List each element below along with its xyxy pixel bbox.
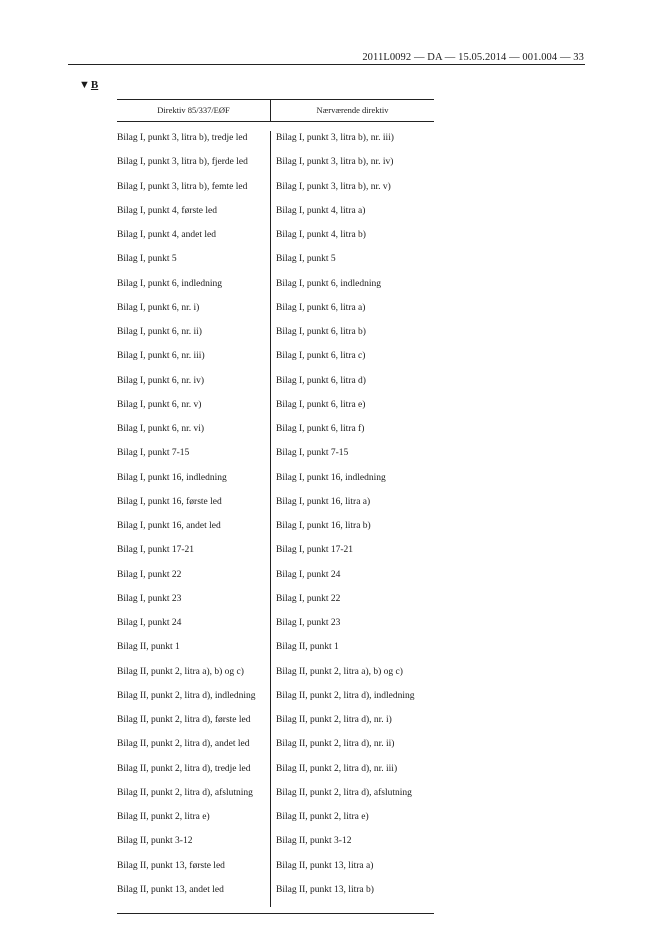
cell-old-reference: Bilag I, punkt 4, første led [117, 204, 271, 228]
table-row [117, 204, 434, 228]
cell-new-reference: Bilag I, punkt 6, indledning [276, 278, 382, 289]
cell-old-reference: Bilag II, punkt 3-12 [117, 834, 271, 858]
cell-new-reference: Bilag II, punkt 3-12 [276, 836, 352, 847]
table-row [117, 155, 434, 179]
cell-old-reference: Bilag II, punkt 2, litra d), andet led [117, 737, 271, 761]
table-row [117, 180, 434, 204]
cell-old-reference: Bilag II, punkt 1 [117, 640, 271, 664]
cell-new-reference: Bilag II, punkt 2, litra a), b) og c) [276, 666, 403, 677]
cell-old-reference: Bilag I, punkt 3, litra b), fjerde led [117, 155, 271, 179]
cell-old-reference: Bilag I, punkt 6, nr. ii) [117, 325, 271, 349]
cell-old-reference: Bilag II, punkt 2, litra d), første led [117, 713, 271, 737]
cell-old-reference: Bilag I, punkt 6, nr. i) [117, 301, 271, 325]
cell-old-reference: Bilag I, punkt 16, andet led [117, 519, 271, 543]
cell-new-reference: Bilag I, punkt 24 [276, 569, 341, 580]
cell-new-reference: Bilag I, punkt 6, litra c) [276, 351, 366, 362]
table-row [117, 398, 434, 422]
table-row [117, 689, 434, 713]
cell-old-reference: Bilag II, punkt 2, litra d), indledning [117, 689, 271, 713]
cell-old-reference: Bilag I, punkt 6, nr. iii) [117, 349, 271, 373]
cell-new-reference: Bilag II, punkt 2, litra d), afslutning [276, 787, 412, 798]
table-row [117, 616, 434, 640]
table-row [117, 665, 434, 689]
cell-old-reference: Bilag I, punkt 3, litra b), tredje led [117, 131, 271, 155]
cell-new-reference: Bilag II, punkt 1 [276, 642, 339, 653]
cell-old-reference: Bilag I, punkt 3, litra b), femte led [117, 180, 271, 204]
table-row [117, 762, 434, 786]
table-row [117, 543, 434, 567]
cell-old-reference: Bilag I, punkt 24 [117, 616, 271, 640]
correlation-table [117, 99, 434, 914]
table-row [117, 325, 434, 349]
table-row [117, 834, 434, 858]
table-row [117, 519, 434, 543]
cell-new-reference: Bilag I, punkt 6, litra a) [276, 302, 366, 313]
table-body [117, 122, 434, 913]
cell-new-reference: Bilag II, punkt 2, litra e) [276, 812, 369, 822]
cell-old-reference: Bilag II, punkt 13, første led [117, 859, 271, 883]
column-header-new: Nærværende direktiv [316, 105, 389, 115]
table-row [117, 252, 434, 276]
table-row [117, 301, 434, 325]
cell-old-reference: Bilag I, punkt 6, nr. iv) [117, 374, 271, 398]
cell-new-reference: Bilag I, punkt 16, litra b) [276, 521, 371, 531]
table-row [117, 228, 434, 252]
cell-new-reference: Bilag I, punkt 5 [276, 254, 336, 265]
cell-old-reference: Bilag I, punkt 5 [117, 252, 271, 276]
cell-old-reference: Bilag I, punkt 4, andet led [117, 228, 271, 252]
table-row [117, 471, 434, 495]
marker-label: B [90, 79, 99, 91]
table-row [117, 737, 434, 761]
cell-old-reference: Bilag II, punkt 2, litra a), b) og c) [117, 665, 271, 689]
table-row [117, 592, 434, 616]
table-row [117, 883, 434, 907]
cell-new-reference: Bilag I, punkt 17-21 [276, 545, 354, 556]
cell-new-reference: Bilag II, punkt 2, litra d), indledning [276, 690, 415, 701]
column-header-old: Direktiv 85/337/EØF [117, 100, 271, 121]
cell-new-reference: Bilag I, punkt 7-15 [276, 448, 349, 459]
header-rule [68, 64, 585, 65]
cell-old-reference: Bilag I, punkt 6, indledning [117, 277, 271, 301]
table-row [117, 446, 434, 470]
table-row [117, 277, 434, 301]
cell-new-reference: Bilag II, punkt 2, litra d), nr. iii) [276, 763, 398, 774]
cell-old-reference: Bilag II, punkt 2, litra d), tredje led [117, 762, 271, 786]
cell-new-reference: Bilag I, punkt 16, indledning [276, 472, 386, 483]
table-row [117, 786, 434, 810]
page-header: 2011L0092 — DA — 15.05.2014 — 001.004 — 33 [362, 52, 584, 63]
cell-new-reference: Bilag I, punkt 22 [276, 593, 341, 604]
amendment-marker [79, 79, 98, 91]
cell-old-reference: Bilag I, punkt 16, første led [117, 495, 271, 519]
table-row [117, 859, 434, 883]
triangle-down-icon: ▼ [79, 79, 90, 91]
cell-old-reference: Bilag I, punkt 17-21 [117, 543, 271, 567]
cell-new-reference: Bilag I, punkt 6, litra d) [276, 375, 366, 386]
cell-new-reference: Bilag I, punkt 4, litra a) [276, 205, 366, 216]
cell-new-reference: Bilag I, punkt 6, litra f) [276, 424, 365, 434]
table-row [117, 495, 434, 519]
cell-old-reference: Bilag I, punkt 6, nr. vi) [117, 422, 271, 446]
table-row [117, 810, 434, 834]
cell-old-reference: Bilag I, punkt 23 [117, 592, 271, 616]
table-row [117, 349, 434, 373]
cell-old-reference: Bilag II, punkt 2, litra d), afslutning [117, 786, 271, 810]
cell-new-reference: Bilag I, punkt 3, litra b), nr. iii) [276, 133, 394, 143]
cell-new-reference: Bilag I, punkt 4, litra b) [276, 230, 366, 240]
cell-old-reference: Bilag II, punkt 13, andet led [117, 883, 271, 907]
table-row [117, 568, 434, 592]
table-bottom-rule [117, 913, 434, 914]
cell-new-reference: Bilag I, punkt 16, litra a) [276, 496, 371, 507]
cell-new-reference: Bilag I, punkt 3, litra b), nr. iv) [276, 157, 394, 168]
table-row [117, 640, 434, 664]
cell-new-reference: Bilag II, punkt 2, litra d), nr. ii) [276, 739, 395, 750]
cell-new-reference: Bilag I, punkt 3, litra b), nr. v) [276, 181, 391, 192]
table-row [117, 422, 434, 446]
cell-old-reference: Bilag I, punkt 7-15 [117, 446, 271, 470]
table-row [117, 374, 434, 398]
cell-old-reference: Bilag I, punkt 6, nr. v) [117, 398, 271, 422]
table-header-row [117, 100, 434, 121]
cell-new-reference: Bilag I, punkt 6, litra b) [276, 327, 366, 337]
cell-old-reference: Bilag I, punkt 22 [117, 568, 271, 592]
cell-new-reference: Bilag I, punkt 23 [276, 618, 341, 628]
cell-old-reference: Bilag I, punkt 16, indledning [117, 471, 271, 495]
cell-new-reference: Bilag II, punkt 13, litra a) [276, 860, 374, 871]
cell-new-reference: Bilag II, punkt 13, litra b) [276, 884, 374, 895]
cell-new-reference: Bilag I, punkt 6, litra e) [276, 399, 366, 410]
cell-old-reference: Bilag II, punkt 2, litra e) [117, 810, 271, 834]
table-row [117, 131, 434, 155]
table-row [117, 713, 434, 737]
cell-new-reference: Bilag II, punkt 2, litra d), nr. i) [276, 715, 392, 725]
